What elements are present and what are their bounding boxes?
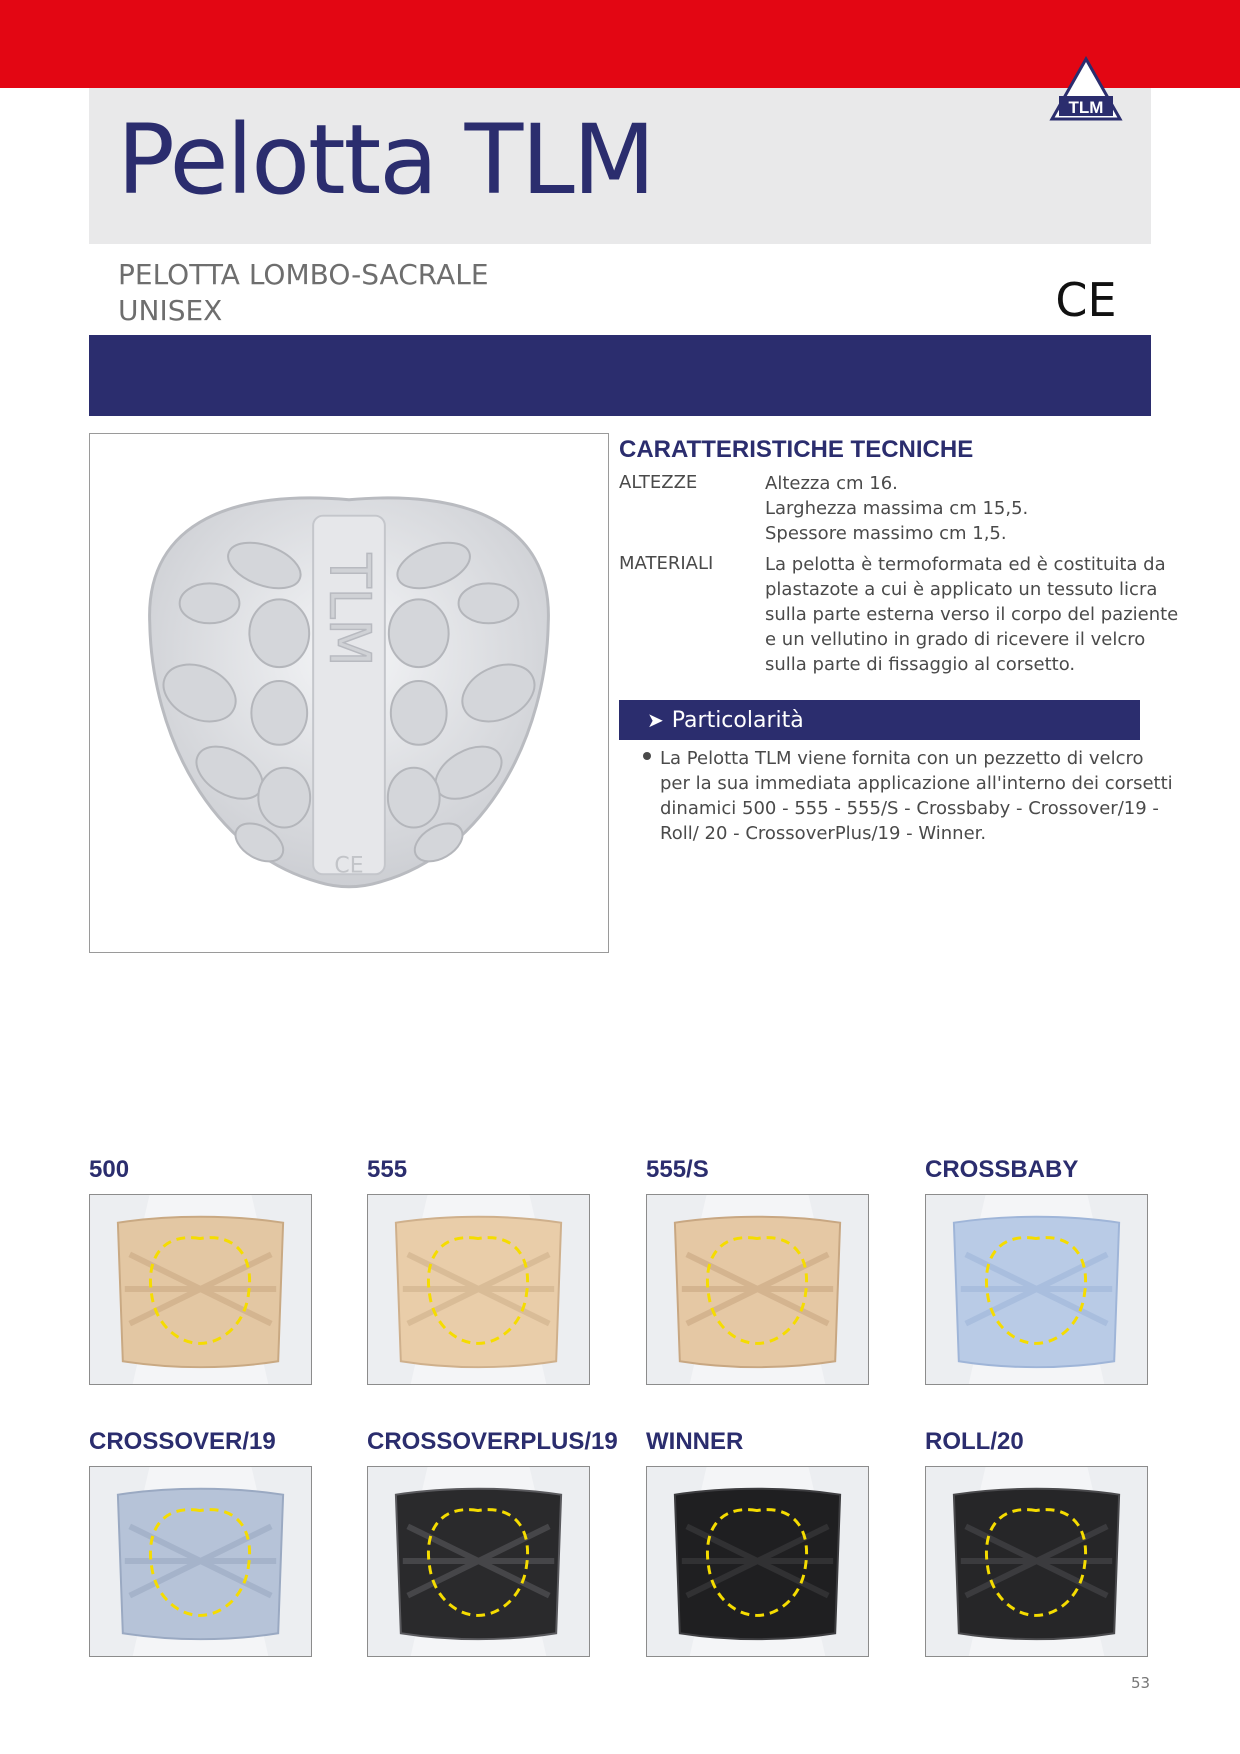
spec-label-altezze: ALTEZZE [619, 472, 698, 493]
particolarita-line: dinamici 500 - 555 - 555/S - Crossbaby - Crossover/19 - [660, 798, 1159, 819]
spec-line: sulla parte esterna verso il corpo del paziente [765, 604, 1179, 625]
navy-band [89, 335, 1151, 416]
pelotta-embossed-letters: TLM [316, 553, 382, 667]
ce-mark-icon [1055, 277, 1117, 321]
product-thumbnail [89, 1466, 312, 1657]
subtitle-line-2: UNISEX [118, 294, 223, 327]
subtitle-line-1: PELOTTA LOMBO-SACRALE [118, 258, 489, 291]
product-label: ROLL/20 [925, 1428, 1024, 1455]
product-thumbnail [925, 1466, 1148, 1657]
spec-line: Spessore massimo cm 1,5. [765, 523, 1007, 544]
product-thumbnail [646, 1194, 869, 1385]
corset-image [926, 1195, 1147, 1384]
product-thumbnail [646, 1466, 869, 1657]
product-label: 555/S [646, 1156, 709, 1183]
product-label: 500 [89, 1156, 130, 1183]
arrow-right-icon: ➤ [647, 708, 664, 732]
spec-line: plastazote a cui è applicato un tessuto licra [765, 579, 1158, 600]
product-label: 555 [367, 1156, 408, 1183]
spec-line: Altezza cm 16. [765, 473, 898, 494]
corset-image [926, 1467, 1147, 1656]
corset-image [647, 1195, 868, 1384]
particolarita-line: Roll/ 20 - CrossoverPlus/19 - Winner. [660, 823, 987, 844]
spec-line: sulla parte di fissaggio al corsetto. [765, 654, 1076, 675]
corset-image [647, 1467, 868, 1656]
particolarita-heading: Particolarità [671, 708, 804, 733]
product-label: CROSSOVERPLUS/19 [367, 1428, 618, 1455]
corset-image [368, 1195, 589, 1384]
spec-line: e un vellutino in grado di ricevere il velcro [765, 629, 1146, 650]
product-image-frame [89, 433, 609, 953]
page-number: 53 [1131, 1674, 1151, 1692]
spec-label-materiali: MATERIALI [619, 553, 714, 574]
corset-image [90, 1195, 311, 1384]
corset-image [90, 1467, 311, 1656]
page-title: Pelotta TLM [117, 104, 654, 216]
product-label: CROSSOVER/19 [89, 1428, 276, 1455]
product-label: WINNER [646, 1428, 744, 1455]
bullet-icon [643, 752, 651, 760]
product-thumbnail [367, 1466, 590, 1657]
particolarita-line: per la sua immediata applicazione all'interno dei corsetti [660, 773, 1173, 794]
particolarita-line: La Pelotta TLM viene fornita con un pezzetto di velcro [660, 748, 1144, 769]
product-label: CROSSBABY [925, 1156, 1079, 1183]
spec-line: La pelotta è termoformata ed è costituita da [765, 554, 1166, 575]
product-thumbnail [925, 1194, 1148, 1385]
pelotta-image [90, 434, 608, 952]
spec-line: Larghezza massima cm 15,5. [765, 498, 1029, 519]
pelotta-embossed-ce: CE [334, 853, 364, 879]
product-thumbnail [367, 1194, 590, 1385]
corset-image [368, 1467, 589, 1656]
product-thumbnail [89, 1194, 312, 1385]
tlm-logo-icon [1049, 56, 1123, 122]
specs-title: CARATTERISTICHE TECNICHE [619, 436, 974, 463]
particolarita-heading-bar [619, 700, 1140, 740]
ce-mark-text: CE [1055, 277, 1117, 321]
tlm-logo-text: TLM [1068, 98, 1104, 117]
